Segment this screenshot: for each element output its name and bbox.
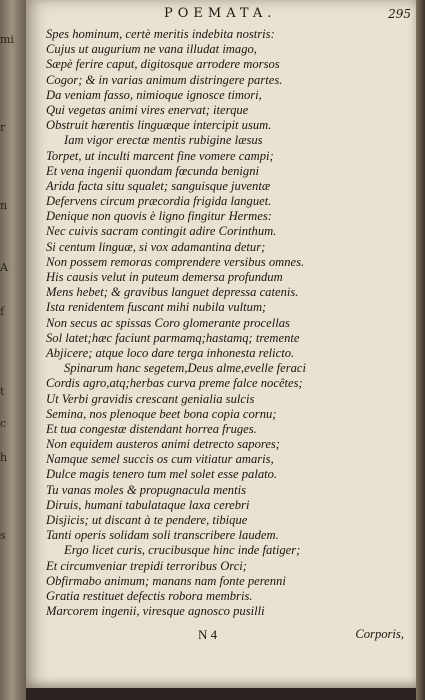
margin-fragment: h xyxy=(0,451,8,464)
poem-line: Disjicis; ut discant à te pendere, tibique xyxy=(46,513,248,527)
poem-line: Gratia restituet defectis robora membris. xyxy=(46,588,253,603)
poem-line: Da veniam fasso, nimioque ignosce timori, xyxy=(46,87,262,102)
poem-line: Arida facta situ squalet; sanguisque juventæ xyxy=(46,178,271,193)
catchword: Corporis, xyxy=(355,627,404,641)
poem-line: Denique non quovis è ligno fingitur Hermes: xyxy=(46,209,272,224)
poem-line: Obfirmabo animum; manans nam fonte perenni xyxy=(46,573,286,588)
poem-line: Spes hominum, certè meritis indebita nostris: xyxy=(46,27,275,41)
poem-line: Defervens circum præcordia frigida languet. xyxy=(46,194,272,209)
poem-line: His causis velut in puteum demersa profundum xyxy=(46,270,283,284)
poem-text-block xyxy=(46,27,401,619)
poem-line: Marcorem ingenii, viresque agnosco pusilli xyxy=(46,604,265,619)
poem-line: Non secus ac spissas Coro glomerante procellas xyxy=(46,315,290,330)
margin-fragment: f xyxy=(0,305,5,318)
poem-line: Namque semel succis os cum vitiatur amaris, xyxy=(46,452,274,467)
margin-fragment: t xyxy=(0,385,5,398)
margin-fragment: A xyxy=(0,261,8,274)
poem-line: Qui vegetas animi vires enervat; iterque xyxy=(46,102,249,117)
page xyxy=(26,0,416,688)
poem-line: Iam vigor erectæ mentis rubigine læsus xyxy=(64,133,263,148)
poem-line: Diruis, humani tabulataque laxa cerebri xyxy=(46,497,250,512)
poem-line: Mens hebet; & gravibus languet depressa catenis. xyxy=(46,285,299,300)
page-footer xyxy=(46,627,404,645)
running-title: POEMATA. xyxy=(164,6,277,21)
previous-page-edge xyxy=(0,0,26,700)
poem-line: Ergo licet curis, crucibusque hinc inde fatiger; xyxy=(64,543,301,558)
margin-fragment: mi xyxy=(0,33,14,46)
poem-line: Tu vanas moles & propugnacula mentis xyxy=(46,482,246,497)
page-number: 295 xyxy=(388,7,411,21)
margin-fragment: c xyxy=(0,417,7,430)
page-right-edge xyxy=(416,0,425,700)
poem-line: Obstruit hærentis linguæque intercipit usum. xyxy=(46,118,272,133)
poem-line: Non possem remoras comprendere versibus omnes. xyxy=(46,254,305,269)
poem-line: Ut Verbi gravidis crescant genialia sulcis xyxy=(46,391,255,406)
poem-line: Cordis agro,atq;herbas curva preme falce nocêtes; xyxy=(46,376,303,391)
poem-line: Sol latet;hæc faciunt parmamq;hastamq; tremente xyxy=(46,330,300,345)
poem-line: Cujus ut augurium ne vana illudat imago, xyxy=(46,42,257,57)
poem-line: Sæpè ferire caput, digitosque arrodere morsos xyxy=(46,57,280,72)
margin-fragment: n xyxy=(0,199,8,212)
poem-line: Ista renidentem fuscant mihi nubila vultum; xyxy=(46,300,267,315)
margin-fragment: r xyxy=(0,121,6,134)
poem-line: Tanti operis solidam soli transcribere laudem. xyxy=(46,528,279,543)
poem-line: Cogor; & in varias animum distringere partes. xyxy=(46,72,283,87)
poem-line: Et tua congestæ distendant horrea fruges. xyxy=(46,421,257,436)
poem-line: Nec cuivis sacram contingit adire Corinthum. xyxy=(46,224,277,239)
poem-line: Dulce magis tenero tum mel solet esse palato. xyxy=(46,467,278,482)
poem-line: Semina, nos plenoque beet bona copia cornu; xyxy=(46,406,277,421)
poem-line: Et circumveniar trepidi terroribus Orci; xyxy=(46,558,248,573)
margin-fragment: s xyxy=(0,529,6,542)
poem-line: Torpet, ut inculti marcent fine vomere campi; xyxy=(46,148,274,163)
poem-line: Non equidem austeros animi detrecto sapores; xyxy=(46,437,281,452)
poem-line: Abjicere; atque loco dare terga inhonesta relicto. xyxy=(46,345,295,360)
poem-line: Et vena ingenii quondam fœcunda benigni xyxy=(46,163,260,178)
signature-mark: N 4 xyxy=(198,627,218,642)
poem-line: Spinarum hanc segetem,Deus alme,evelle feraci xyxy=(64,361,307,376)
page-header xyxy=(56,6,411,24)
poem-line: Si centum linguæ, si vox adamantina detur; xyxy=(46,239,266,254)
